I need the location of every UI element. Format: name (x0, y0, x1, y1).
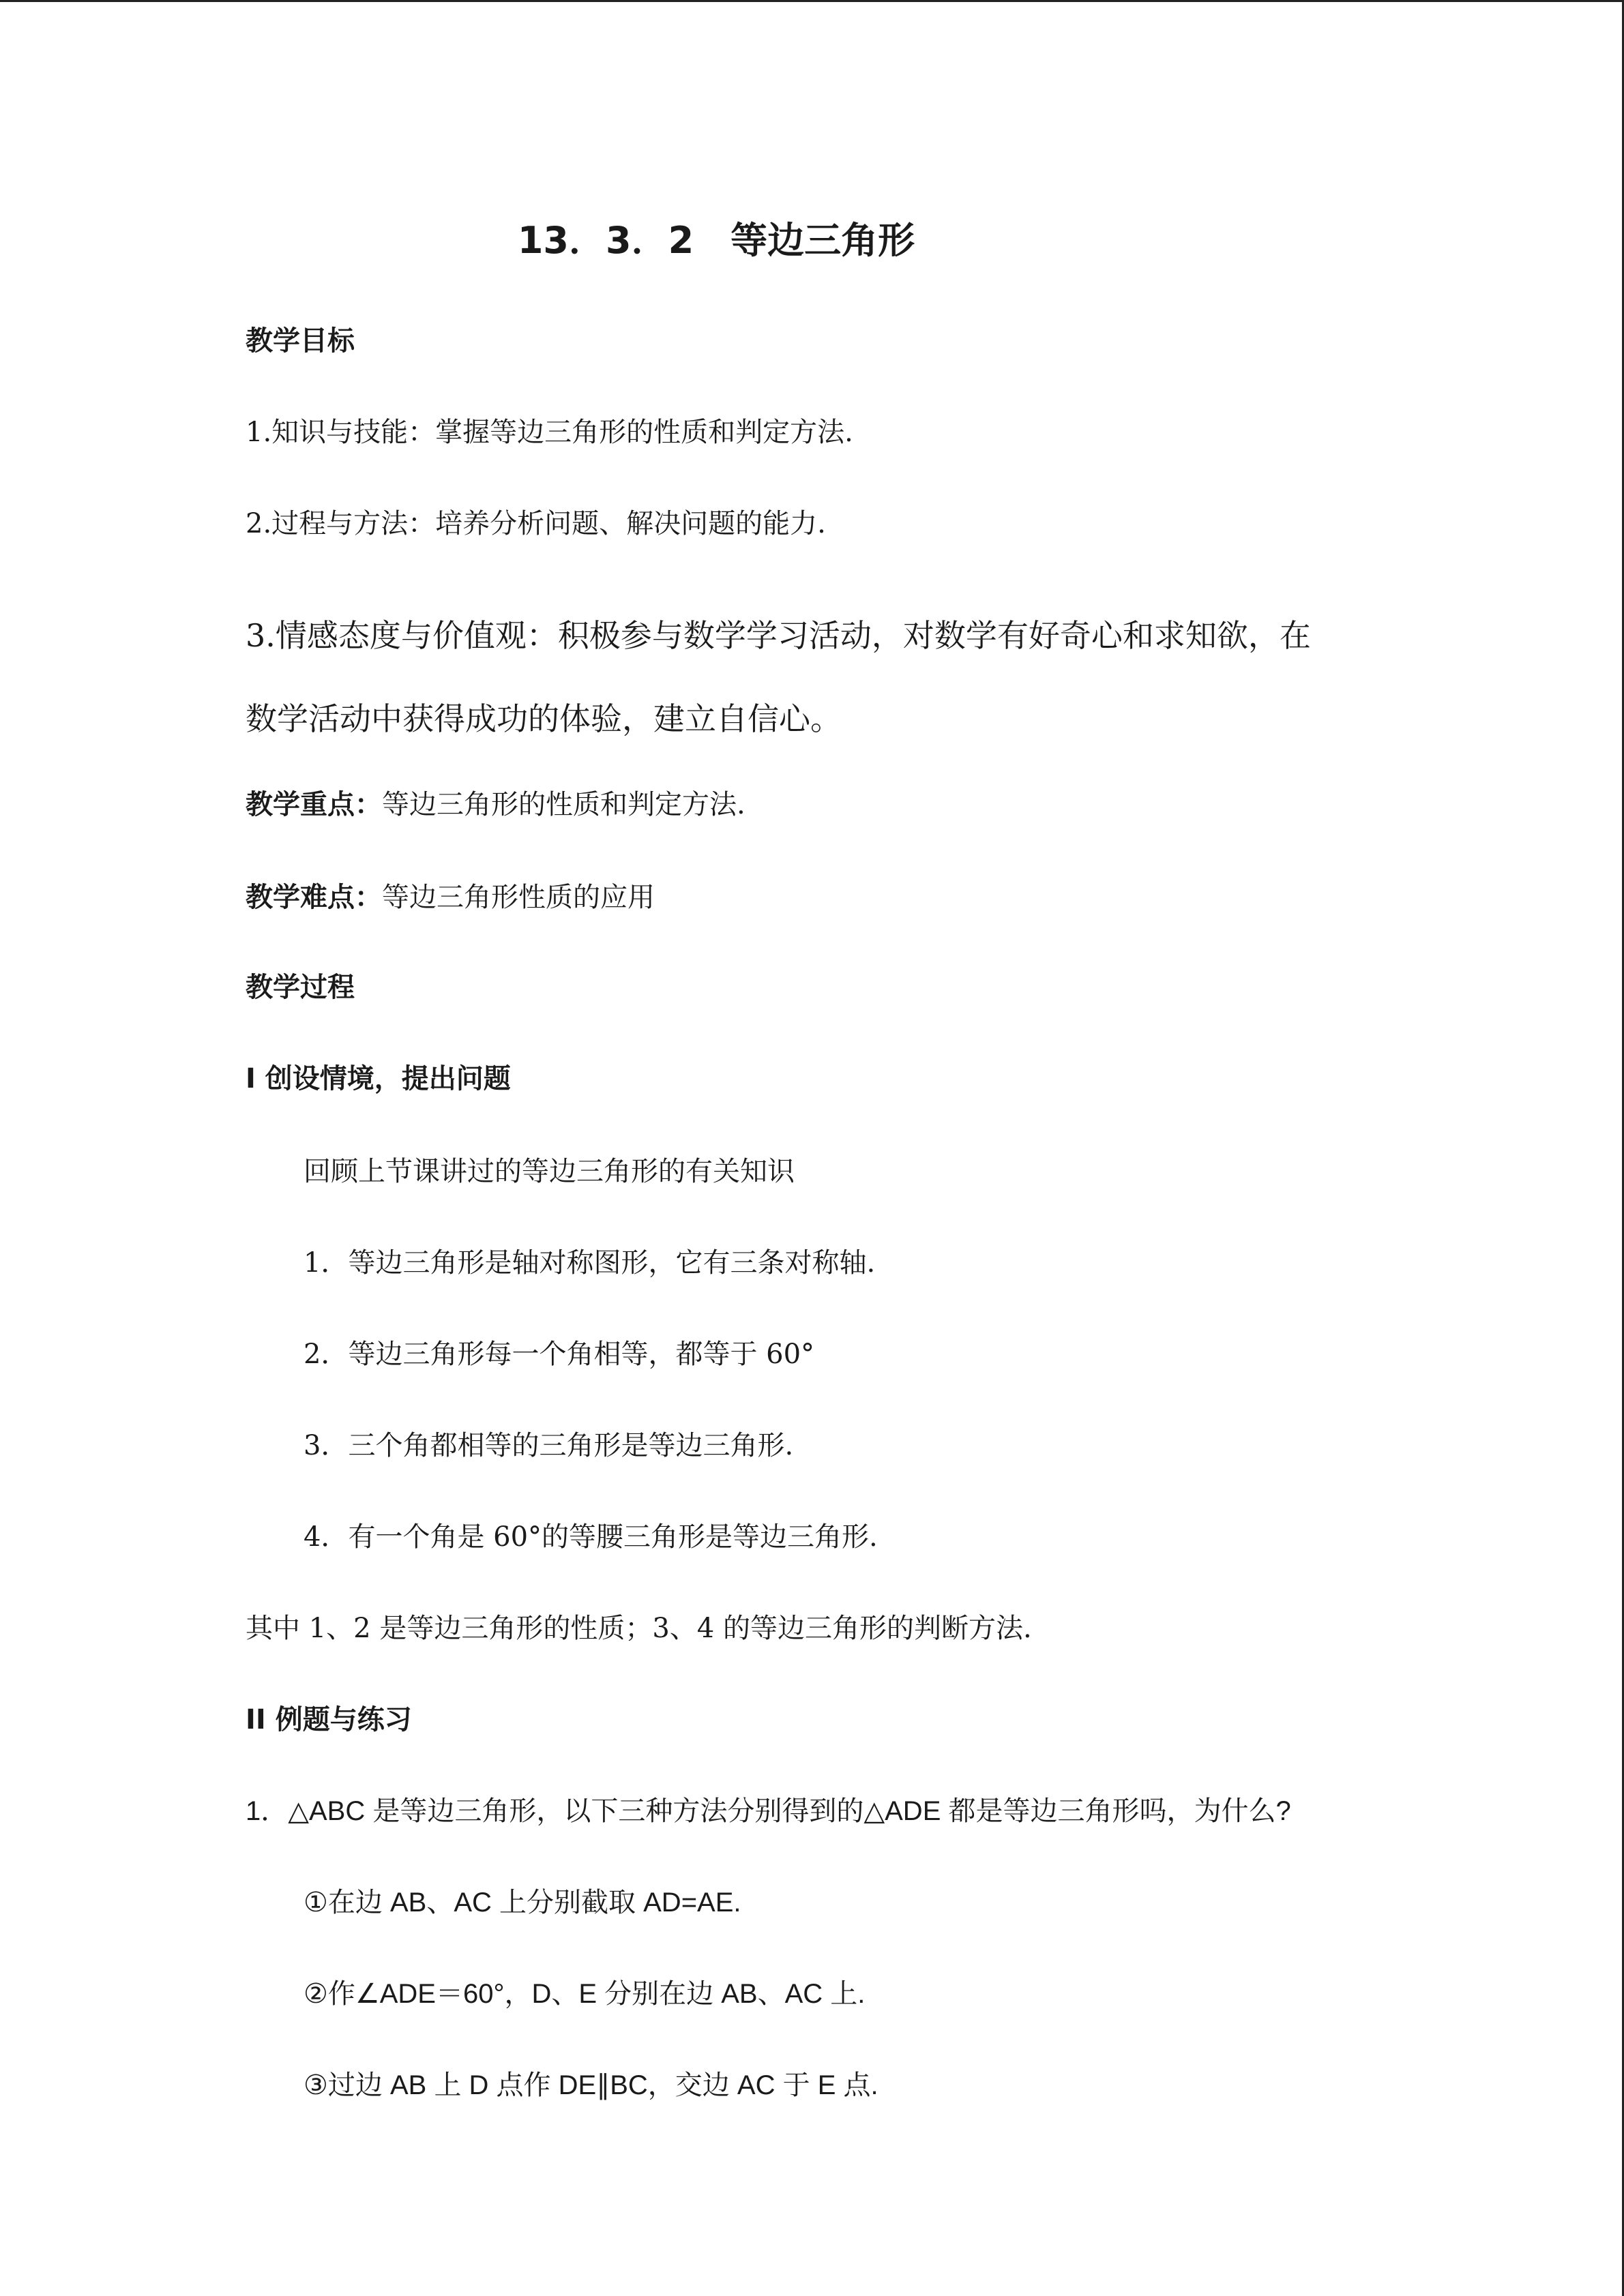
objectives-heading: 教学目标 (246, 325, 355, 357)
objective-item-2: 2.过程与方法：培养分析问题、解决问题的能力. (246, 508, 826, 539)
example-question: 1．△ABC 是等边三角形，以下三种方法分别得到的△ADE 都是等边三角形吗，为什么? (246, 1796, 1291, 1826)
list-item: 4．有一个角是 60°的等腰三角形是等边三角形. (304, 1521, 878, 1553)
key-point-text: 等边三角形的性质和判定方法. (382, 789, 745, 820)
page-title: 13．3．2 等边三角形 (517, 219, 915, 262)
section1-intro: 回顾上节课讲过的等边三角形的有关知识 (304, 1156, 795, 1187)
objective-item-3-line-2: 数学活动中获得成功的体验，建立自信心。 (246, 700, 842, 737)
process-heading: 教学过程 (246, 972, 355, 1003)
key-point (246, 786, 745, 824)
list-item: 2．等边三角形每一个角相等，都等于 60° (304, 1339, 815, 1370)
objective-item-1: 1.知识与技能：掌握等边三角形的性质和判定方法. (246, 417, 853, 448)
section2-heading: II 例题与练习 (246, 1704, 412, 1735)
difficult-point-text: 等边三角形性质的应用 (382, 882, 655, 913)
example-option: ②作∠ADE＝60°，D、E 分别在边 AB、AC 上. (304, 1979, 866, 2009)
section1-heading: I 创设情境，提出问题 (246, 1063, 511, 1094)
example-option: ③过边 AB 上 D 点作 DE∥BC，交边 AC 于 E 点. (304, 2070, 879, 2100)
section1-summary: 其中 1、2 是等边三角形的性质；3、4 的等边三角形的判断方法. (246, 1613, 1032, 1644)
list-item: 1．等边三角形是轴对称图形，它有三条对称轴. (304, 1247, 876, 1279)
key-point-label: 教学重点： (246, 789, 382, 820)
difficult-point (246, 878, 655, 916)
example-option: ①在边 AB、AC 上分别截取 AD=AE. (304, 1888, 741, 1918)
difficult-point-label: 教学难点： (246, 882, 382, 913)
list-item: 3．三个角都相等的三角形是等边三角形. (304, 1430, 794, 1461)
objective-item-3-line-1: 3.情感态度与价值观：积极参与数学学习活动，对数学有好奇心和求知欲，在 (246, 617, 1311, 654)
